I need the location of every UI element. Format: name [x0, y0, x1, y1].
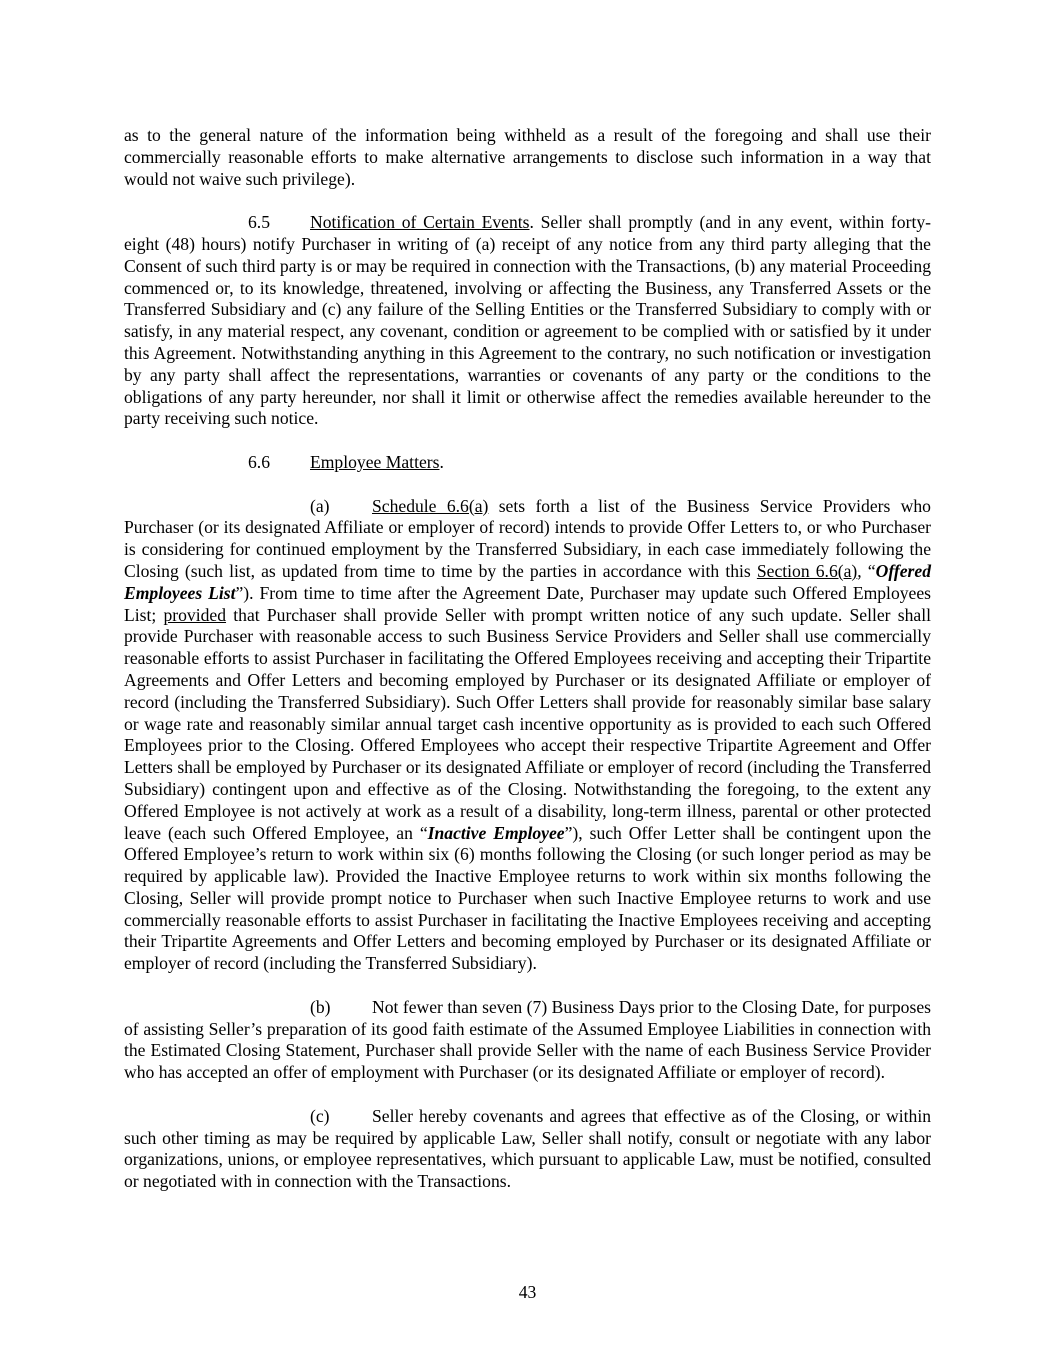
section-6-6-heading: 6.6 Employee Matters. — [248, 451, 444, 472]
page-number: 43 — [518, 1282, 537, 1302]
section-6-5-paragraph — [124, 212, 931, 430]
subsection-c-paragraph: (c) Seller hereby covenants and agrees that effective as of the Closing, or within such other timing as may be required by applicable Law, Seller shall notify, consult or negotiate with any labor organizations, unions, or employee representatives, which pursuant to applicable Law, must be notified, consulted or negotiated with in connection with the Transactions. — [124, 1105, 931, 1192]
subsection-a-label: (a) — [310, 495, 330, 516]
section-6-5-body: . Seller shall promptly (and in any event, within forty-eight (48) hours) notify Purchaser in writing of (a) receipt of any notice from any third party alleging that the Consent of such third party is or may be required in connection with the Transactions, (b) any material Proceeding commenced or, to its knowledge, threatened, involving or affecting the Business, any Transferred Assets or the Transferred Subsidiary and (c) any failure of the Selling Entities or the Transferred Subsidiary to comply with or satisfy, in any material respect, any covenant, condition or agreement to be complied with or satisfied by it under this Agreement. Notwithstanding anything in this Agreement to the contrary, no such notification or investigation by any party shall affect the representations, warranties or covenants of any party or the conditions to the obligations of any party hereunder, nor shall it limit or otherwise affect the remedies available hereunder to the party receiving such notice. — [124, 212, 931, 429]
provided-term: provided — [163, 604, 227, 625]
intro-paragraph: as to the general nature of the information being withheld as a result of the foregoing and shall use their commercially reasonable efforts to make alternative arrangements to disclose such information in a way that would not waive such privilege). — [124, 125, 931, 189]
subsection-a-paragraph: (a) Schedule 6.6(a) sets forth a list of the Business Service Providers who Purchaser (or its designated Affiliate or employer of record) intends to provide Offer Letters to, or who Purchaser is considering for continued employment by the Transferred Subsidiary, in each case immediately following the Closing (such list, as updated from time to time by the parties in accordance with this Section 6.6(a), “Offered Employees List”). From time to time after the Agreement Date, Purchaser may update such Offered Employees List; provided that Purchaser shall provide Seller with prompt written notice of any such update. Seller shall provide Purchaser with reasonable access to such Business Service Providers and Seller shall use commercially reasonable efforts to assist Purchaser in facilitating the Offered Employees receiving and accepting their Tripartite Agreements and Offer Letters and becoming employed by Purchaser or its designated Affiliate or employer of record (including the Transferred Subsidiary). Such Offer Letters shall provide for reasonably similar base salary or wage rate and reasonably similar annual target cash incentive opportunity as is provided to each such Offered Employees prior to the Closing. Offered Employees who accept their respective Tripartite Agreement and Offer Letters shall be employed by Purchaser or its designated Affiliate or employer of record (including the Transferred Subsidiary) contingent upon and effective as of the Closing. Notwithstanding the foregoing, to the extent any Offered Employee is not actively at work as a result of a disability, long-term illness, parental or other protected leave (each such Offered Employee, an “Inactive Employee”), such Offer Letter shall be contingent upon the Offered Employee’s return to work within six (6) months following the Closing (or such longer period as may be required by applicable law). Provided the Inactive Employee returns to work within six months following the Closing, Seller will provide prompt notice to Purchaser when such Inactive Employee returns to work and use commercially reasonable efforts to assist Purchaser in facilitating the Inactive Employees receiving and accepting their Tripartite Agreements and Offer Letters and becoming employed by Purchaser or its designated Affiliate or employer of record (including the Transferred Subsidiary). — [124, 495, 932, 974]
section-6-6-number: 6.6 — [248, 451, 270, 472]
subsection-b-label: (b) — [310, 996, 331, 1017]
subsection-b-paragraph: (b) Not fewer than seven (7) Business Days prior to the Closing Date, for purposes of assisting Seller’s preparation of its good faith estimate of the Assumed Employee Liabilities in connection with the Estimated Closing Statement, Purchaser shall provide Seller with the name of each Business Service Provider who has accepted an offer of employment with Purchaser (or its designated Affiliate or employer of record). — [124, 996, 931, 1083]
subsection-c-label: (c) — [310, 1105, 330, 1126]
defined-term-inactive-employee: Inactive Employee — [427, 822, 565, 843]
section-6-5-number: 6.5 — [248, 212, 270, 233]
section-6-6-title: Employee Matters — [310, 451, 440, 472]
section-reference: Section 6.6(a) — [756, 560, 858, 581]
defined-term-offered-employees-list: Offered Employees List — [124, 560, 931, 603]
section-6-5-title: Notification of Certain Events — [310, 212, 530, 233]
document-page — [124, 125, 931, 1193]
schedule-reference: Schedule 6.6(a) — [372, 495, 489, 516]
